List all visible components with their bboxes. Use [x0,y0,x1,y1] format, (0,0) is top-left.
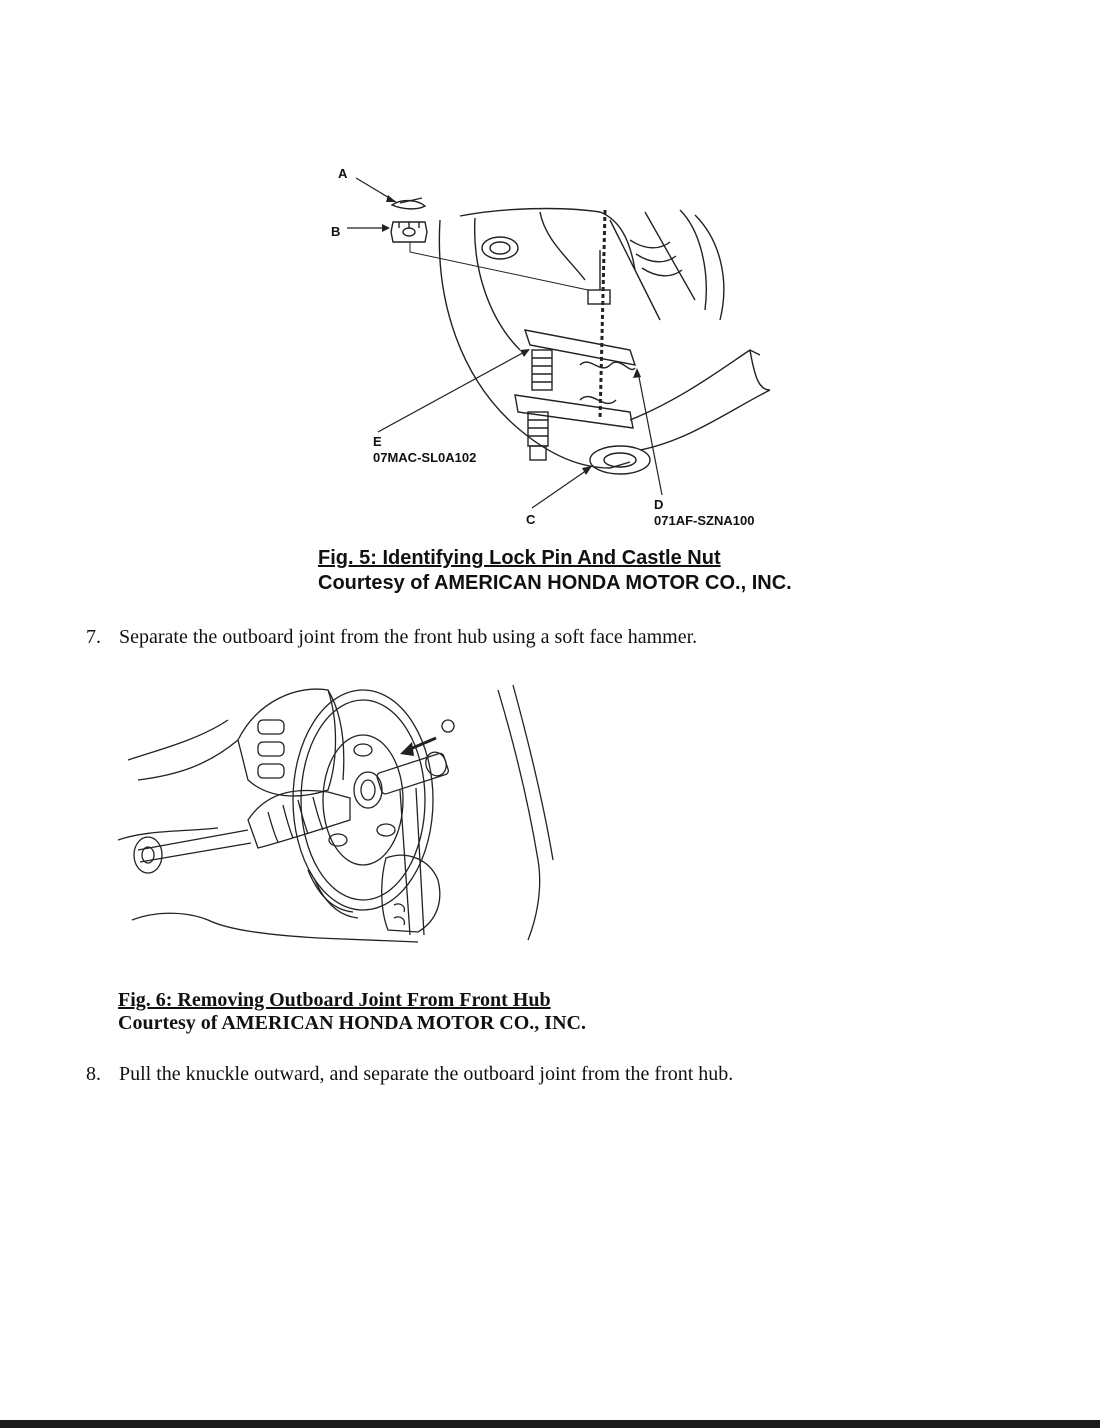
step-7-text: Separate the outboard joint from the front hub using a soft face hammer. [119,626,698,648]
figure-5-courtesy: Courtesy of AMERICAN HONDA MOTOR CO., INC. [318,572,792,594]
step-7 [86,624,697,650]
step-8-number: 8. [86,1063,101,1085]
figure-5-caption-block [318,546,792,596]
figure-6-courtesy: Courtesy of AMERICAN HONDA MOTOR CO., INC. [118,1012,586,1034]
step-8 [86,1061,733,1087]
figure-5-caption: Fig. 5: Identifying Lock Pin And Castle Nut [318,547,721,569]
page-bottom-rule [0,1420,1100,1428]
label-d: D [654,497,664,512]
label-a: A [338,166,348,181]
label-e: E [373,434,382,449]
step-8-text: Pull the knuckle outward, and separate the outboard joint from the front hub. [119,1063,734,1085]
label-b: B [331,224,341,239]
label-c: C [526,512,536,527]
figure-6-illustration [118,680,558,980]
figure-5-illustration [300,150,820,545]
label-d-part-number: 071AF-SZNA100 [654,513,755,528]
figure-6-caption-block [118,989,586,1035]
figure-6-caption: Fig. 6: Removing Outboard Joint From Front Hub [118,989,551,1011]
label-e-part-number: 07MAC-SL0A102 [373,450,477,465]
step-7-number: 7. [86,626,101,648]
